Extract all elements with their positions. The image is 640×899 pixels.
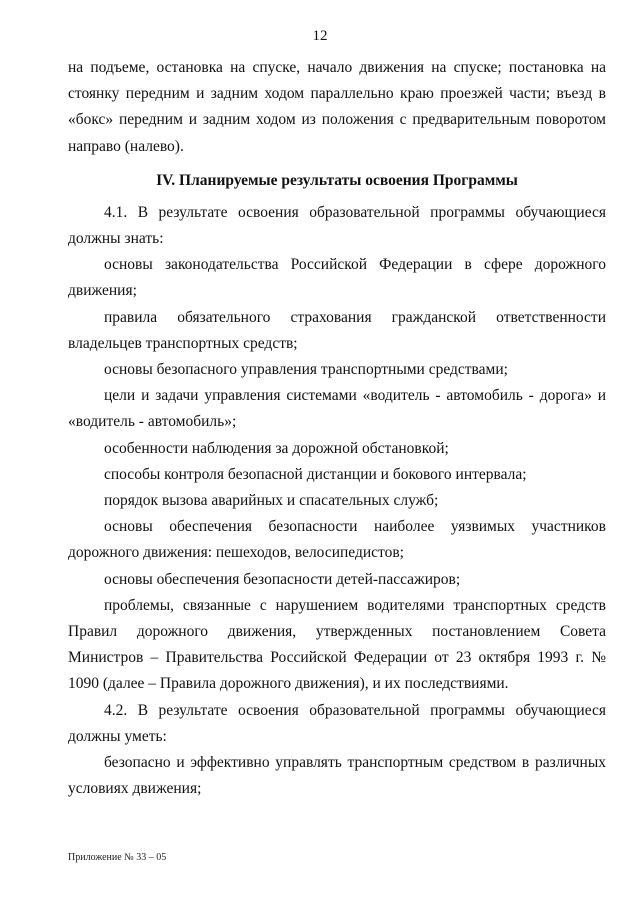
- paragraph: основы безопасного управления транспортными средствами;: [104, 361, 508, 379]
- paragraph: основы обеспечения безопасности наиболее уязвимых участников дорожного движения: пешеходов, велосипедистов;: [68, 518, 606, 562]
- paragraph: основы обеспечения безопасности детей-пассажиров;: [104, 570, 461, 588]
- footer-note: Приложение № 33 – 05: [68, 852, 167, 863]
- body-text: [68, 55, 606, 802]
- paragraph: основы законодательства Российской Федерации в сфере дорожного движения;: [68, 256, 606, 300]
- paragraph: безопасно и эффективно управлять транспортным средством в различных условиях движения;: [68, 754, 606, 798]
- paragraph: 4.2. В результате освоения образовательной программы обучающиеся должны уметь:: [68, 701, 606, 745]
- section-heading: IV. Планируемые результаты освоения Программы: [156, 171, 518, 189]
- paragraph: особенности наблюдения за дорожной обстановкой;: [104, 439, 449, 457]
- paragraph: 4.1. В результате освоения образовательной программы обучающиеся должны знать:: [68, 203, 606, 248]
- paragraph: правила обязательного страхования гражданской ответственности владельцев транспортных средств;: [68, 308, 606, 352]
- paragraph-continued: на подъеме, остановка на спуске, начало движения на спуске; постановка на стоянку передним и задним ходом параллельно краю проезжей части; въезд в «бокс» передним и задним ходом из положения с предварительным поворотом направо (налево).: [68, 59, 606, 155]
- page-number: 12: [312, 28, 328, 44]
- paragraph: проблемы, связанные с нарушением водителями транспортных средств Правил дорожного движения, утвержденных постановлением Совета Министров – Правительства Российской Федерации от 23 октября 1993 г. № 1090 (далее – Правила дорожного движения), и их последствиями.: [68, 596, 606, 693]
- paragraph: цели и задачи управления системами «водитель - автомобиль - дорога» и «водитель - автомобиль»;: [68, 387, 606, 431]
- paragraph: способы контроля безопасной дистанции и бокового интервала;: [104, 465, 527, 483]
- paragraph: порядок вызова аварийных и спасательных служб;: [104, 492, 439, 510]
